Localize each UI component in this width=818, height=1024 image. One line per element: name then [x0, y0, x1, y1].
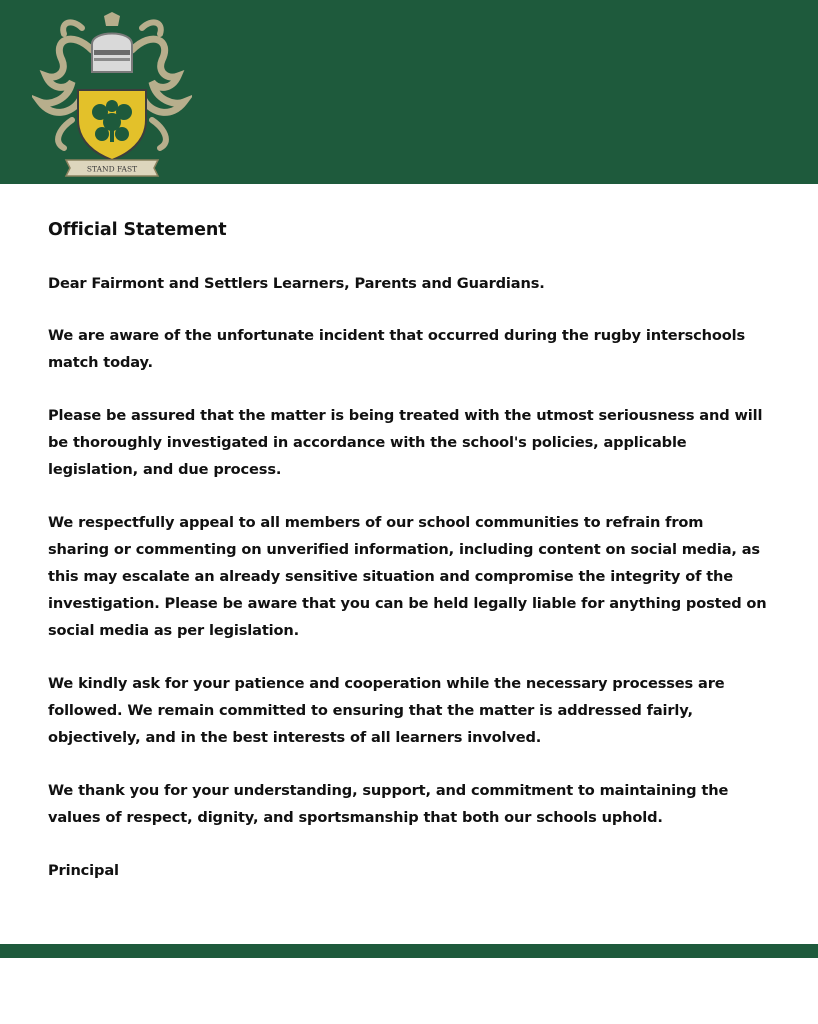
paragraph-thanks: We thank you for your understanding, support, and commitment to maintaining the values of respect, dignity, and sportsmanship that both our schools uphold. — [48, 782, 729, 826]
salutation: Dear Fairmont and Settlers Learners, Parents and Guardians. — [48, 275, 545, 292]
paragraph-investigation: Please be assured that the matter is being treated with the utmost seriousness and will be thoroughly investigated in accordance with the school's policies, applicable legislation, and due process. — [48, 407, 763, 478]
paragraph-incident: We are aware of the unfortunate incident that occurred during the rugby interschools match today. — [48, 327, 745, 371]
signoff: Principal — [48, 862, 119, 879]
paragraph-patience: We kindly ask for your patience and cooperation while the necessary processes are followed. We remain committed to ensuring that the matter is addressed fairly, objectively, and in the best interests of all learners involved. — [48, 675, 725, 746]
paragraph-social-media: We respectfully appeal to all members of our school communities to refrain from sharing or commenting on unverified information, including content on social media, as this may escalate an already sensitive situation and compromise the integrity of the investigation. Please be aware that you can be held legally liable for anything posted on social media as per legislation. — [48, 514, 767, 639]
statement-body — [48, 220, 768, 910]
footer-bar — [0, 944, 818, 958]
crest-motto: STAND FAST — [86, 164, 138, 174]
letterhead-banner — [0, 0, 818, 184]
school-crest-icon — [32, 10, 192, 180]
statement-title: Official Statement — [48, 220, 227, 240]
